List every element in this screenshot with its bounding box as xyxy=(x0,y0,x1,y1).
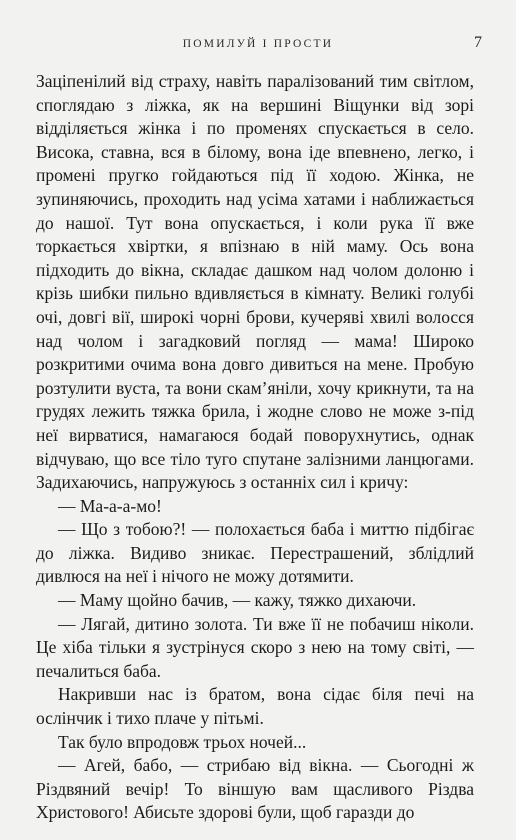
paragraph: — Агей, бабо, — стрибаю від вікна. — Сьогодні ж Різдвяний вечір! То віншую вам щасливого Різдва Христового! Абисьте здорові були, щоб гаразди до xyxy=(36,755,474,823)
paragraph: Накривши нас із братом, вона сідає біля печі на ослінчик і тихо плаче у пітьмі. xyxy=(36,684,474,729)
paragraph: Так було впродовж трьох ночей... xyxy=(58,731,307,752)
running-title: ПОМИЛУЙ І ПРОСТИ xyxy=(182,38,334,50)
page-number: 7 xyxy=(474,34,482,51)
paragraph: — Лягай, дитино золота. Ти вже її не побачиш ніколи. Це хіба тільки я зустрінуся скоро з нею на тому світі, — печалиться баба. xyxy=(36,613,474,681)
paragraph: — Що з тобою?! — полохається баба і миттю підбігає до ліжка. Видиво зникає. Перестрашений, зблідлий дивлюся на неї і нічого не можу дотямити. xyxy=(36,519,474,587)
paragraph: — Ма-а-а-мо! xyxy=(58,495,162,516)
paragraph: Заціпенілий від страху, навіть паралізований тим світлом, споглядаю з ліжка, як на вершині Віщунки від зорі відділяється жінка і по променях спускається в село. Висока, ставна, вся в білому, вона іде впевнено, легко, і промені пругко гойдаються під її ходою. Жінка, не зупиняючись, проходить над усіма хатами і наближається до нашої. Тут вона опускається, і коли рука її вже торкається хвіртки, я впізнаю в ній маму. Ось вона підходить до вікна, складає дашком над чолом долоню і крізь шибки пильно вдивляється в кімнату. Великі голубі очі, довгі вії, широкі чорні брови, кучеряві хвилі волосся над чолом і загадковий погляд — мама! Широко розкритими очима вона довго дивиться на мене. Пробую розтулити вуста, та вони скам’яніли, хочу крикнути, та на грудях лежить тяжка брила, і жодне слово не може з-під неї вирватися, намагаюся бодай поворухнутись, однак відчуваю, що все тіло туго спутане залізними ланцюгами. Задихаючись, напружуюсь з останніх сил і кричу: xyxy=(36,71,474,493)
body-text xyxy=(36,70,474,825)
paragraph: — Маму щойно бачив, — кажу, тяжко дихаючи. xyxy=(58,590,417,611)
